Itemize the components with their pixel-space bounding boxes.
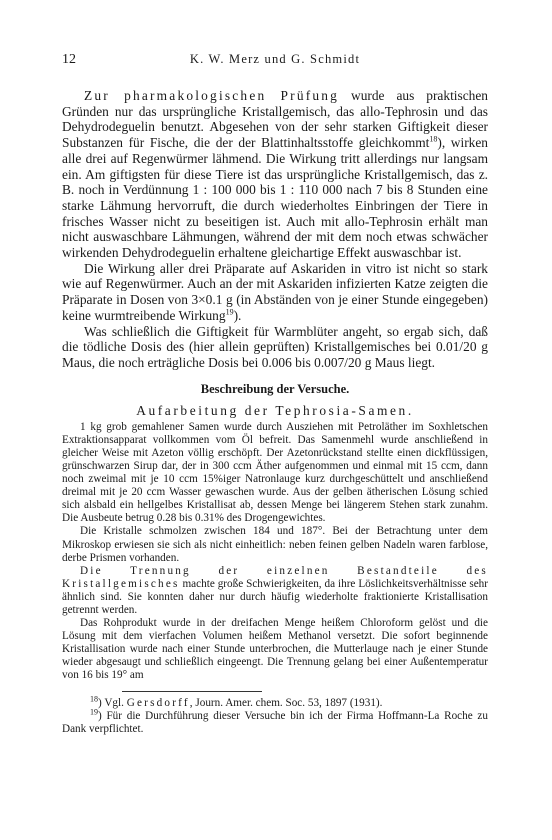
section-title: Beschreibung der Versuche. <box>200 381 350 396</box>
page-header <box>62 52 488 74</box>
body-paragraph-3 <box>62 324 488 371</box>
footnote-author: Gersdorff <box>126 696 190 709</box>
paragraph-text: Was schließlich die Giftigkeit für Warmblüter angeht, so ergab sich, daß die tödliche Dosis des (hier allein geprüften) Kristallgemisches bei 0.01/20 g Maus, die noch erträgliche Dosis bei 0.006 bis 0.007/20 g Maus liegt. <box>62 323 488 370</box>
footnote-ref[interactable]: 19 <box>225 307 234 317</box>
body-paragraph-1 <box>62 88 488 261</box>
spaced-lead: Die Trennung der einzelnen Bestandteile des Kristallgemisches <box>62 564 488 590</box>
footnote-tail: , Journ. Amer. chem. Soc. 53, 1897 (1931). <box>189 696 383 709</box>
footnote-text: ) Vgl. <box>98 696 127 709</box>
paragraph-text: 1 kg grob gemahlener Samen wurde durch Ausziehen mit Petroläther im Soxhletschen Extraktionsapparat vollkommen vom Öl befreit. Das Samenmehl wurde anschließend in gleicher Weise mit Azeton völlig erschöpft. Der Azetonrückstand stellte einen dickflüssigen, grünschwarzen Sirup dar, der in 300 ccm Äther aufgenommen und einmal mit 15 ccm, dann noch zweimal mit je 10 ccm 15%iger Natronlauge kurz durchgeschüttelt und anschließend dreimal mit je 20 ccm Wasser gewaschen wurde. Aus der gelben ätherischen Lösung schied sich alsbald ein hellgelbes Kristallisat ab, dessen Menge bei längerem Stehen stark zunahm. Die Ausbeute betrug 0.28 bis 0.31% des Drogengewichtes. <box>62 420 488 525</box>
paragraph-text: wurde aus praktischen Gründen nur das ursprüngliche Kristallgemisch, das allo-Tephrosin und das Dehydrodeguelin benutzt. Abgesehen von der sehr starken Giftigkeit dieser Substanzen für Fische, die der der Blattinhaltsstoffe gleichkommt <box>62 88 488 151</box>
footnote-19 <box>62 706 488 736</box>
small-paragraph-2 <box>62 525 488 564</box>
small-paragraph-4 <box>62 617 488 682</box>
footnote-marker: 19 <box>90 706 98 716</box>
small-paragraph-3 <box>62 565 488 617</box>
footnote-marker: 18 <box>90 693 98 703</box>
paragraph-text: Die Wirkung aller drei Präparate auf Askariden in vitro ist nicht so stark wie auf Regenwürmer. Auch an der mit Askariden infizierten Katze zeigten die Präparate in Dosen von 3×0.1 g (in Abständen von je einer Stunde eingegeben) keine wurmtreibende Wirkung <box>62 260 488 323</box>
paragraph-text: Das Rohprodukt wurde in der dreifachen Menge heißem Chloroform gelöst und die Lösung mit dem vierfachen Volumen heißem Methanol versetzt. Die sofort beginnende Kristallisation wurde nach einer Stunde unterbrochen, die Mutterlauge nach je einer Stunde wieder abgesaugt und schließlich eingeengt. Die Trennung gelang bei einer Außentemperatur von 16 bis 19° am <box>62 617 488 682</box>
footnote-text: ) Für die Durchführung dieser Versuche bin ich der Firma Hoffmann-La Roche zu Dank verpflichtet. <box>62 709 488 735</box>
footnote-ref[interactable]: 18 <box>429 134 438 144</box>
small-paragraph-1 <box>62 421 488 526</box>
footnote-divider <box>122 691 262 692</box>
footnote-18 <box>62 693 488 710</box>
paragraph-text: Die Kristalle schmolzen zwischen 184 und 187°. Bei der Betrachtung unter dem Mikroskop erwiesen sie sich als nicht einheitlich: neben feinen gelben Nadeln waren farblose, derbe Prismen vorhanden. <box>62 525 488 564</box>
paragraph-tail: ). <box>233 307 242 323</box>
body-paragraph-2 <box>62 261 488 324</box>
sub-title: Aufarbeitung der Tephrosia-Samen. <box>136 402 414 418</box>
paragraph-tail: ), wirken alle drei auf Regenwürmer lähmend. Die Wirkung tritt allerdings nur langsam ein. Am giftigsten für diese Tiere ist das ursprüngliche Kristallgemisch, das z. B. noch in Verdünnung 1 : 100 000 bis 1 : 110 000 nach 7 bis 8 Stunden eine starke Lähmung hervorruft, die durch wiederholtes Einbringen der Tiere in frisches Wasser nicht zu beseitigen ist. Auch mit allo-Tephrosin erhält man nicht auswaschbare Lähmungen, während der mit dem noch etwas schwächer wirkenden Dehydrodeguelin erhaltene gleichartige Effekt auswaschbar ist. <box>62 135 488 261</box>
running-head: K. W. Merz und G. Schmidt <box>189 52 361 66</box>
paragraph-text: machte große Schwierigkeiten, da ihre Löslichkeitsverhältnisse sehr ähnlich sind. Sie konnten daher nur durch häufig wiederholte fraktionierte Kristallisation getrennt werden. <box>62 577 488 616</box>
page-number: 12 <box>62 52 76 67</box>
spaced-lead: Zur pharmakologischen Prüfung <box>84 88 340 103</box>
